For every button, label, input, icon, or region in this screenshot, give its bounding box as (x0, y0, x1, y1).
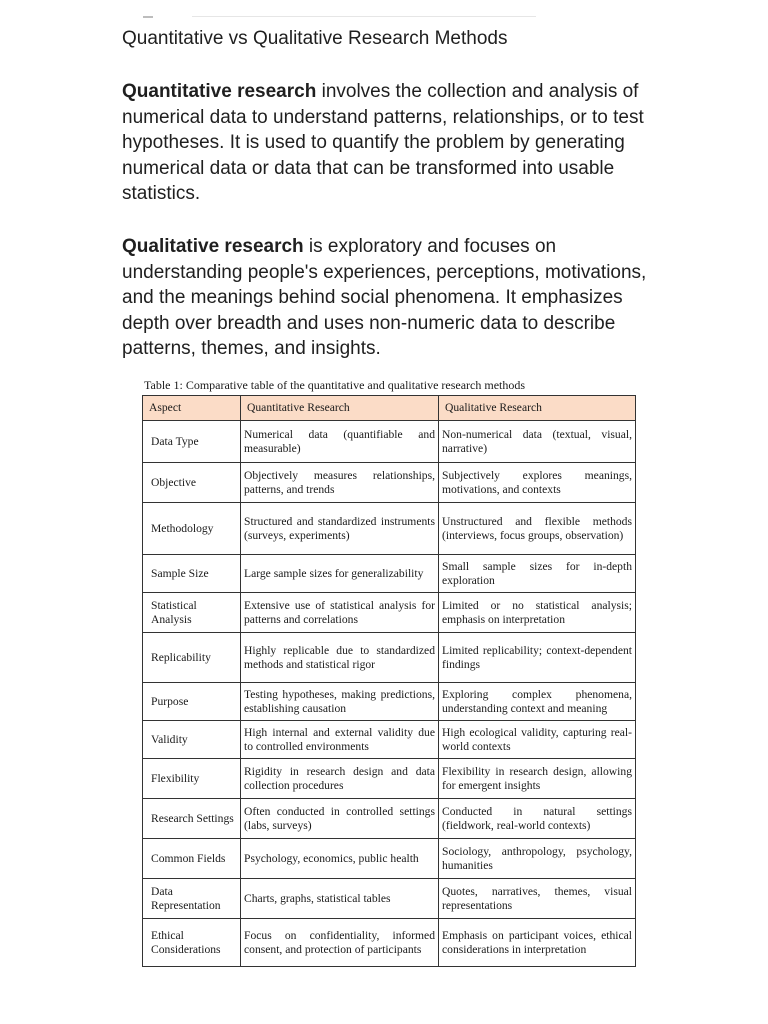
qualitative-cell: Sociology, anthropology, psychology, humanities (439, 839, 636, 879)
quantitative-cell: Focus on confidentiality, informed consent, and protection of participants (241, 919, 439, 967)
aspect-cell: Methodology (143, 503, 241, 555)
aspect-cell: Replicability (143, 633, 241, 683)
qualitative-cell: Flexibility in research design, allowing for emergent insights (439, 759, 636, 799)
table-caption: Table 1: Comparative table of the quantitative and qualitative research methods (144, 378, 526, 392)
qualitative-cell: Non-numerical data (textual, visual, narrative) (439, 421, 636, 463)
table-row (143, 633, 636, 683)
page-title: Quantitative vs Qualitative Research Methods (122, 28, 508, 49)
aspect-cell: Common Fields (143, 839, 241, 879)
quantitative-cell: Numerical data (quantifiable and measurable) (241, 421, 439, 463)
table-row (143, 593, 636, 633)
qualitative-cell: Unstructured and flexible methods (interviews, focus groups, observation) (439, 503, 636, 555)
paragraph-text: is exploratory and focuses on understanding people's experiences, perceptions, motivations, and the meanings behind social phenomena. It emphasizes depth over breadth and uses non-numeric data to describe patterns, themes, and insights. (122, 236, 647, 359)
table-row (143, 799, 636, 839)
table-row (143, 421, 636, 463)
aspect-cell: Statistical Analysis (143, 593, 241, 633)
aspect-cell: Purpose (143, 683, 241, 721)
table-row (143, 759, 636, 799)
aspect-cell: Research Settings (143, 799, 241, 839)
table-row (143, 919, 636, 967)
quantitative-cell: Rigidity in research design and data collection procedures (241, 759, 439, 799)
quantitative-cell: Objectively measures relationships, patterns, and trends (241, 463, 439, 503)
table-row (143, 879, 636, 919)
qualitative-cell: Limited replicability; context-dependent findings (439, 633, 636, 683)
aspect-cell: Validity (143, 721, 241, 759)
comparison-table (142, 395, 636, 967)
comparison-table-figure (142, 378, 638, 967)
qualitative-cell: Quotes, narratives, themes, visual representations (439, 879, 636, 919)
table-row (143, 555, 636, 593)
quantitative-cell: Testing hypotheses, making predictions, establishing causation (241, 683, 439, 721)
quantitative-cell: Often conducted in controlled settings (labs, surveys) (241, 799, 439, 839)
qualitative-cell: Small sample sizes for in-depth exploration (439, 555, 636, 593)
quantitative-cell: Highly replicable due to standardized methods and statistical rigor (241, 633, 439, 683)
quantitative-cell: High internal and external validity due to controlled environments (241, 721, 439, 759)
paragraph-bold-term: Quantitative research (122, 81, 317, 102)
header-aspect: Aspect (143, 396, 241, 421)
quantitative-cell: Extensive use of statistical analysis for patterns and correlations (241, 593, 439, 633)
qualitative-cell: Limited or no statistical analysis; emphasis on interpretation (439, 593, 636, 633)
aspect-cell: Ethical Considerations (143, 919, 241, 967)
paragraph-text: involves the collection and analysis of numerical data to understand patterns, relationships, or to test hypotheses. It is used to quantify the problem by generating numerical data or data that can be transformed into usable statistics. (122, 81, 644, 204)
qualitative-cell: Emphasis on participant voices, ethical considerations in interpretation (439, 919, 636, 967)
top-divider (192, 16, 536, 17)
top-scroll-indicator (143, 16, 153, 18)
quantitative-cell: Psychology, economics, public health (241, 839, 439, 879)
qualitative-cell: Conducted in natural settings (fieldwork, real-world contexts) (439, 799, 636, 839)
aspect-cell: Data Type (143, 421, 241, 463)
table-row (143, 683, 636, 721)
qualitative-cell: Exploring complex phenomena, understanding context and meaning (439, 683, 636, 721)
table-row (143, 463, 636, 503)
qualitative-cell: Subjectively explores meanings, motivations, and contexts (439, 463, 636, 503)
header-qualitative: Qualitative Research (439, 396, 636, 421)
aspect-cell: Sample Size (143, 555, 241, 593)
paragraph-bold-term: Qualitative research (122, 236, 304, 257)
table-row (143, 721, 636, 759)
quantitative-paragraph (122, 79, 662, 207)
aspect-cell: Flexibility (143, 759, 241, 799)
quantitative-cell: Charts, graphs, statistical tables (241, 879, 439, 919)
header-quantitative: Quantitative Research (241, 396, 439, 421)
aspect-cell: Objective (143, 463, 241, 503)
table-row (143, 839, 636, 879)
aspect-cell: Data Representation (143, 879, 241, 919)
quantitative-cell: Structured and standardized instruments (surveys, experiments) (241, 503, 439, 555)
qualitative-paragraph (122, 234, 662, 362)
qualitative-cell: High ecological validity, capturing real-world contexts (439, 721, 636, 759)
quantitative-cell: Large sample sizes for generalizability (241, 555, 439, 593)
table-header-row (143, 396, 636, 421)
table-row (143, 503, 636, 555)
